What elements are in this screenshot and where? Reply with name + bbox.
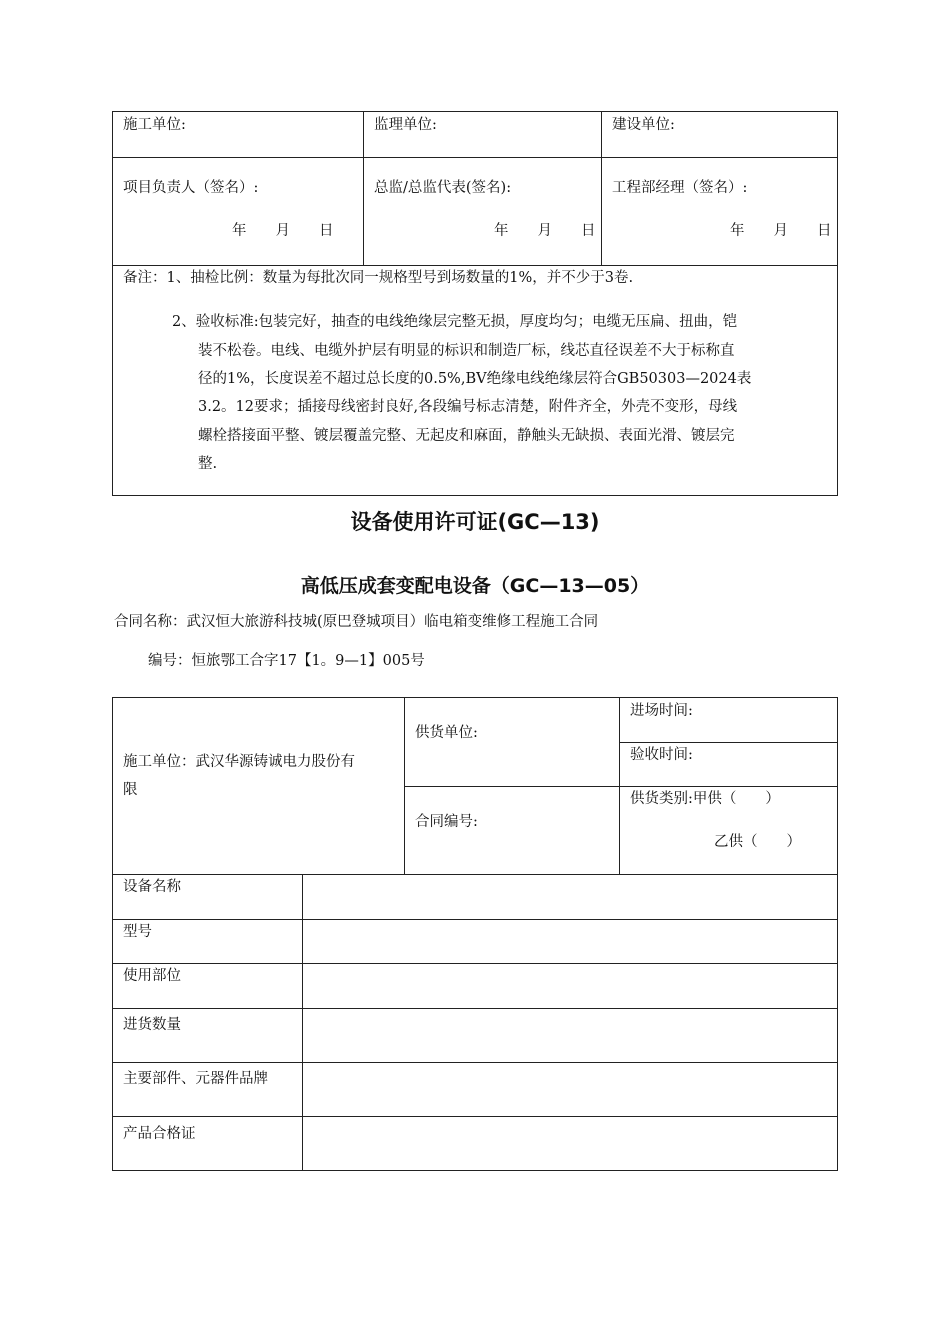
table-row-value-cell — [302, 919, 838, 964]
row-usage-location: 使用部位 — [123, 968, 181, 984]
table-row-value-cell — [302, 963, 838, 1009]
row-model: 型号 — [123, 924, 152, 940]
row-quantity: 进货数量 — [123, 1017, 181, 1033]
acceptance-time-label: 验收时间: — [630, 747, 693, 763]
leader-sign-cell — [112, 157, 364, 266]
notes-item2-line: 3.2。12要求；插接母线密封良好,各段编号标志清楚，附件齐全，外壳不变形，母线 — [198, 399, 738, 415]
table-row-value-cell — [302, 1116, 838, 1171]
notes-item2-line: 装不松卷。电线、电缆外护层有明显的标识和制造厂标，线芯直径误差不大于标称直 — [198, 343, 735, 359]
notes-item2-line: 径的1%，长度误差不超过总长度的0.5%,BV绝缘电线绝缘层符合GB50303—2024表 — [198, 371, 752, 387]
row-equipment-name: 设备名称 — [123, 879, 181, 895]
supply-type-a: 供货类别:甲供（ ） — [630, 791, 780, 807]
engineering-manager-label: 工程部经理（签名）: — [612, 180, 748, 196]
notes-item2-line: 螺栓搭接面平整、镀层覆盖完整、无起皮和麻面，静触头无缺损、表面光滑、镀层完 — [198, 428, 735, 444]
construction-unit-value: 限 — [123, 782, 138, 798]
row-certificate: 产品合格证 — [123, 1126, 196, 1142]
supervision-unit-label: 监理单位: — [374, 117, 437, 133]
notes-item2-line: 2、验收标准:包装完好，抽查的电线绝缘层完整无损，厚度均匀；电缆无压扁、扭曲，铠 — [172, 314, 738, 330]
construction-unit-label: 施工单位: — [123, 117, 186, 133]
owner-unit-label: 建设单位: — [612, 117, 675, 133]
construction-unit-cell — [112, 697, 405, 875]
date-field: 年 月 日 — [730, 223, 832, 239]
supervisor-sign-cell — [363, 157, 602, 266]
construction-unit-value: 施工单位：武汉华源铸诚电力股份有 — [123, 754, 355, 770]
contract-number-line: 编号：恒旅鄂工合字17【1。9—1】005号 — [148, 653, 425, 669]
chief-supervisor-label: 总监/总监代表(签名): — [374, 180, 512, 196]
supplier-label: 供货单位: — [415, 725, 478, 741]
page-title: 设备使用许可证(GC—13) — [350, 510, 600, 534]
table-row-value-cell — [302, 874, 838, 920]
project-leader-label: 项目负责人（签名）: — [123, 180, 259, 196]
manager-sign-cell — [601, 157, 838, 266]
notes-item2-line: 整. — [198, 456, 218, 472]
row-component-brands: 主要部件、元器件品牌 — [123, 1071, 268, 1087]
date-field: 年 月 日 — [494, 223, 596, 239]
notes-line-1: 备注：1、抽检比例：数量为每批次同一规格型号到场数量的1%，并不少于3卷. — [123, 270, 634, 286]
contract-number-label: 合同编号: — [415, 814, 478, 830]
entry-time-label: 进场时间: — [630, 703, 693, 719]
table-row-value-cell — [302, 1008, 838, 1063]
section-title: 高低压成套变配电设备（GC—13—05） — [300, 575, 650, 597]
date-field: 年 月 日 — [232, 223, 334, 239]
table-row-value-cell — [302, 1062, 838, 1117]
supply-type-b: 乙供（ ） — [714, 834, 801, 850]
contract-name: 合同名称：武汉恒大旅游科技城(原巴登城项目）临电箱变维修工程施工合同 — [114, 614, 599, 630]
